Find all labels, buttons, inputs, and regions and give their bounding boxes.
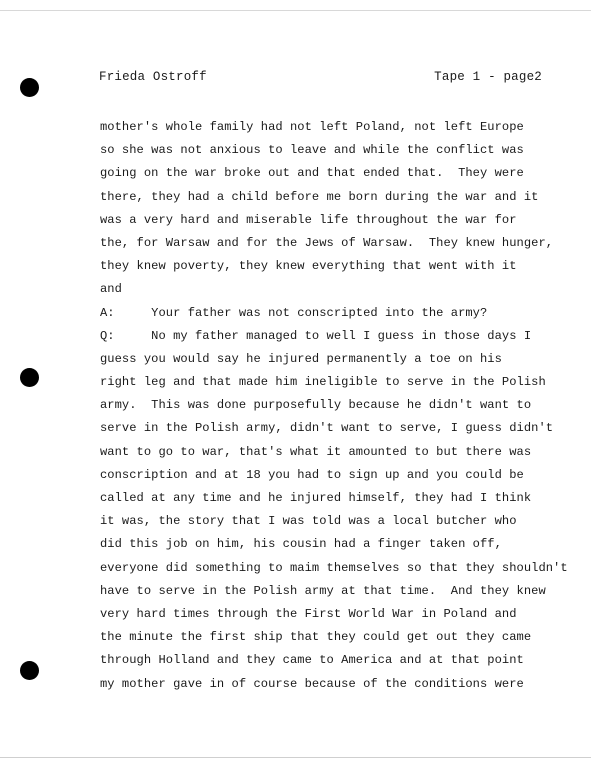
transcript-line: did this job on him, his cousin had a finger taken off, bbox=[100, 537, 502, 552]
transcript-line: so she was not anxious to leave and while the conflict was bbox=[100, 143, 524, 158]
transcript-body bbox=[100, 116, 580, 696]
transcript-line: they knew poverty, they knew everything that went with it bbox=[100, 259, 517, 274]
transcript-line: through Holland and they came to America and at that point bbox=[100, 653, 524, 668]
transcript-line: was a very hard and miserable life throughout the war for bbox=[100, 212, 517, 227]
interviewee-name: Frieda Ostroff bbox=[99, 70, 207, 84]
punch-hole-top bbox=[20, 78, 39, 97]
transcript-line: want to go to war, that's what it amounted to but there was bbox=[100, 444, 532, 459]
transcript-line: guess you would say he injured permanently a toe on his bbox=[100, 351, 502, 366]
transcript-line: it was, the story that I was told was a local butcher who bbox=[100, 514, 517, 529]
top-edge-line bbox=[0, 10, 591, 11]
transcript-line: A: Your father was not conscripted into the army? bbox=[100, 305, 488, 320]
transcript-line: Q: No my father managed to well I guess in those days I bbox=[100, 328, 532, 343]
transcript-line: the, for Warsaw and for the Jews of Warsaw. They knew hunger, bbox=[100, 235, 554, 250]
punch-hole-middle bbox=[20, 368, 39, 387]
tape-page-label: Tape 1 - page2 bbox=[434, 70, 542, 84]
bottom-edge-line bbox=[0, 757, 591, 758]
transcript-line: right leg and that made him ineligible to serve in the Polish bbox=[100, 375, 546, 390]
transcript-line: conscription and at 18 you had to sign up and you could be bbox=[100, 467, 524, 482]
transcript-line: everyone did something to maim themselves so that they shouldn't bbox=[100, 560, 568, 575]
transcript-line: mother's whole family had not left Poland, not left Europe bbox=[100, 120, 524, 134]
transcript-line: have to serve in the Polish army at that time. And they knew bbox=[100, 583, 546, 598]
transcript-line: going on the war broke out and that ended that. They were bbox=[100, 166, 524, 181]
transcript-line: very hard times through the First World War in Poland and bbox=[100, 606, 517, 621]
transcript-line: serve in the Polish army, didn't want to serve, I guess didn't bbox=[100, 421, 554, 436]
transcript-line: there, they had a child before me born during the war and it bbox=[100, 189, 539, 204]
transcript-line: and bbox=[100, 282, 122, 297]
transcript-line: the minute the first ship that they could get out they came bbox=[100, 630, 532, 645]
punch-hole-bottom bbox=[20, 661, 39, 680]
transcript-line: my mother gave in of course because of the conditions were bbox=[100, 676, 524, 691]
transcript-line: army. This was done purposefully because he didn't want to bbox=[100, 398, 532, 413]
transcript-line: called at any time and he injured himself, they had I think bbox=[100, 491, 532, 505]
